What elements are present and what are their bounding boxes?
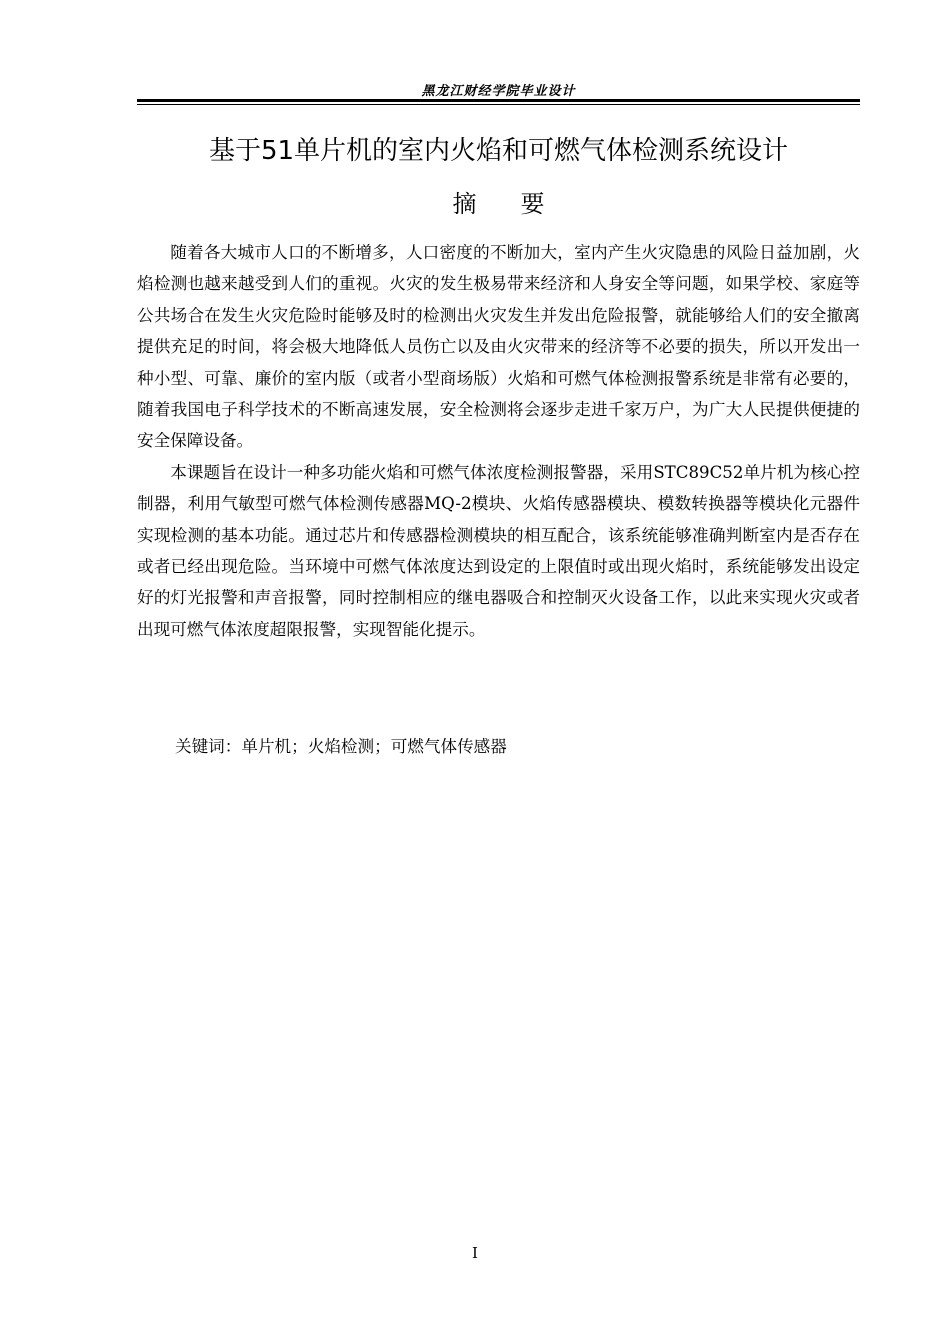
document-title: 基于51单片机的室内火焰和可燃气体检测系统设计: [208, 136, 789, 166]
keywords-label: 关键词：: [175, 737, 242, 756]
page-number: I: [472, 1244, 478, 1262]
keywords-value: 单片机；火焰检测；可燃气体传感器: [241, 737, 507, 756]
header-rule-thick: [137, 99, 860, 102]
abstract-heading: 摘要: [452, 190, 589, 218]
abstract-body: [137, 237, 860, 645]
keywords-line: [175, 733, 507, 761]
abstract-paragraph-1: 随着各大城市人口的不断增多，人口密度的不断加大，室内产生火灾隐患的风险日益加剧，火焰检测也越来越受到人们的重视。火灾的发生极易带来经济和人身安全等问题，如果学校、家庭等公共场合在发生火灾危险时能够及时的检测出火灾发生并发出危险报警，就能够给人们的安全撤离提供充足的时间，将会极大地降低人员伤亡以及由火灾带来的经济等不必要的损失，所以开发出一种小型、可靠、廉价的室内版（或者小型商场版）火焰和可燃气体检测报警系统是非常有必要的，随着我国电子科学技术的不断高速发展，安全检测将会逐步走进千家万户，为广大人民提供便捷的安全保障设备。: [137, 243, 860, 451]
abstract-paragraph-2: 本课题旨在设计一种多功能火焰和可燃气体浓度检测报警器，采用STC89C52单片机为核心控制器，利用气敏型可燃气体检测传感器MQ-2模块、火焰传感器模块、模数转换器等模块化元器件实现检测的基本功能。通过芯片和传感器检测模块的相互配合，该系统能够准确判断室内是否存在或者已经出现危险。当环境中可燃气体浓度达到设定的上限值时或出现火焰时，系统能够发出设定好的灯光报警和声音报警，同时控制相应的继电器吸合和控制灭火设备工作，以此来实现火灾或者出现可燃气体浓度超限报警，实现智能化提示。: [137, 462, 860, 639]
page-header: 黑龙江财经学院毕业设计: [421, 84, 576, 99]
header-rule-thin: [137, 104, 860, 105]
